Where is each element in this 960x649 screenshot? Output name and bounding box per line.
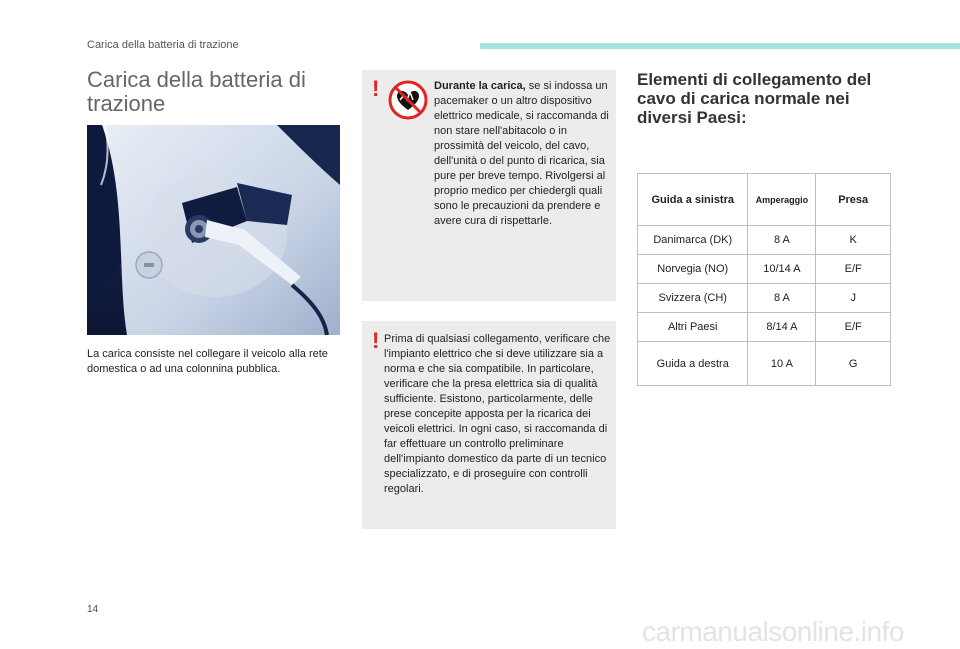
table-header-cell: Amperaggio	[748, 174, 816, 226]
table-cell: 8 A	[748, 226, 816, 255]
table-cell: 8/14 A	[748, 313, 816, 342]
table-row	[638, 342, 891, 386]
page-number: 14	[87, 604, 99, 615]
section-title: Elementi di collegamento del cavo di carica normale nei diversi Paesi:	[637, 70, 872, 127]
table-cell: 10 A	[748, 342, 816, 386]
no-pacemaker-icon	[388, 80, 428, 120]
table-cell: E/F	[816, 313, 891, 342]
charging-port-photo	[87, 125, 340, 335]
table-header-cell: Guida a sinistra	[638, 174, 748, 226]
pacemaker-warning-body: se si indossa un pacemaker o un altro dispositivo elettrico medicale, si raccomanda di non stare nell'abitacolo o in prossimità del veicolo, del cavo, dell'unità o del punto di ricarica, sia pure per breve tempo. Rivolgersi al proprio medico per chiedergli quali sono le precauzioni da prendere e avere cura di rispettarle.	[434, 80, 609, 227]
installation-warning-box	[362, 321, 616, 529]
pacemaker-warning-lead: Durante la carica,	[434, 80, 526, 92]
table-cell: E/F	[816, 255, 891, 284]
pacemaker-warning-box	[362, 70, 616, 301]
table-cell: Norvegia (NO)	[638, 255, 748, 284]
table-cell: 8 A	[748, 284, 816, 313]
table-cell: K	[816, 226, 891, 255]
warning-exclamation-icon: !	[372, 76, 380, 101]
table-header-row	[638, 174, 891, 226]
table-cell: Danimarca (DK)	[638, 226, 748, 255]
table-cell: Guida a destra	[638, 342, 748, 386]
installation-warning-text: Prima di qualsiasi collegamento, verificare che l'impianto elettrico che si deve utilizzare sia a norma e che sia compatibile. In particolare, verificare che la presa elettrica sia di qualità sufficiente. Esistono, particolarmente, delle prese concepite apposta per la ricarica dei veicoli elettrici. In ogni caso, si raccomanda di far effettuare un controllo preliminare dell'impianto domestico da parte di un tecnico specializzato, e di proseguire con controlli regolari.	[384, 333, 611, 495]
table-row	[638, 284, 891, 313]
page-title: Carica della batteria di trazione	[87, 67, 306, 116]
table-cell: J	[816, 284, 891, 313]
pacemaker-warning-text	[434, 79, 612, 229]
table-row	[638, 313, 891, 342]
table-cell: Altri Paesi	[638, 313, 748, 342]
table-cell: 10/14 A	[748, 255, 816, 284]
intro-paragraph: La carica consiste nel collegare il veicolo alla rete domestica o ad una colonnina pubblica.	[87, 348, 328, 375]
warning-exclamation-icon: !	[372, 328, 380, 353]
header-accent-bar	[480, 43, 960, 49]
watermark: carmanualsonline.info	[642, 616, 904, 647]
running-header: Carica della batteria di trazione	[87, 39, 239, 51]
table-cell: G	[816, 342, 891, 386]
connector-table	[637, 173, 891, 386]
table-cell: Svizzera (CH)	[638, 284, 748, 313]
table-row	[638, 226, 891, 255]
table-header-cell: Presa	[816, 174, 891, 226]
table-row	[638, 255, 891, 284]
